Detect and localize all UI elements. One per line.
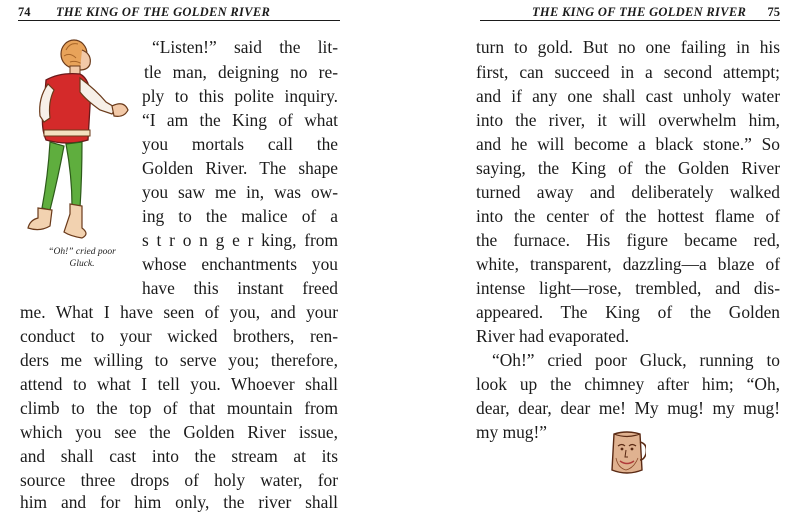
text-line: appeared. The King of the Golden bbox=[476, 302, 780, 322]
text-line: turn to gold. But no one failing in his bbox=[476, 37, 780, 57]
text-line: conduct to your wicked brothers, ren- bbox=[20, 326, 338, 346]
text-line: into the center of the hottest flame of bbox=[476, 206, 780, 226]
caption-line-1: “Oh!” cried poor bbox=[48, 247, 116, 257]
text-line: climb to the top of that mountain from bbox=[20, 398, 338, 418]
text-line: ply to this polite inquiry. bbox=[142, 86, 338, 106]
text-line: you mortals call the bbox=[142, 134, 338, 154]
mug-face-illustration bbox=[608, 430, 646, 478]
text-line: s t r o n g e r king, from bbox=[142, 230, 338, 250]
text-line: have this instant freed bbox=[142, 278, 338, 298]
text-line: Golden River. The shape bbox=[142, 158, 338, 178]
text-line: tle man, deigning no re- bbox=[144, 62, 338, 82]
text-line: you saw me in, was ow- bbox=[142, 182, 338, 202]
text-line: him and for him only, the river shall bbox=[20, 492, 338, 512]
caption-line-2: Gluck. bbox=[69, 259, 95, 269]
text-line: ing to the malice of a bbox=[142, 206, 338, 226]
text-line: whose enchantments you bbox=[142, 254, 338, 274]
page-number-left: 74 bbox=[18, 5, 31, 19]
text-line: source three drops of holy water, for bbox=[20, 470, 338, 490]
right-page bbox=[462, 0, 800, 500]
gluck-figure-illustration bbox=[20, 36, 132, 248]
text-line: the furnace. His figure became red, bbox=[476, 230, 780, 250]
running-head-title-right: THE KING OF THE GOLDEN RIVER bbox=[532, 5, 747, 19]
text-line: look up the chimney after him; “Oh, bbox=[476, 374, 780, 394]
text-line: River had evaporated. bbox=[476, 326, 630, 346]
text-line: and he will become a black stone.” So bbox=[476, 134, 780, 154]
text-line: “Listen!” said the lit- bbox=[152, 37, 338, 57]
text-line: ders me willing to serve you; therefore, bbox=[20, 350, 338, 370]
text-line: me. What I have seen of you, and your bbox=[20, 302, 338, 322]
running-head-title-left: THE KING OF THE GOLDEN RIVER bbox=[56, 5, 271, 19]
text-line: “I am the King of what bbox=[142, 110, 338, 130]
text-line: intense light—rose, trembled, and dis- bbox=[476, 278, 780, 298]
text-line: which you see the Golden River issue, bbox=[20, 422, 338, 442]
text-line: saying, the King of the Golden River bbox=[476, 158, 780, 178]
text-line: my mug!” bbox=[476, 422, 547, 442]
text-line: and if any one shall cast unholy water bbox=[476, 86, 780, 106]
running-head-left bbox=[18, 2, 340, 21]
text-line: dear, dear, dear me! My mug! my mug! bbox=[476, 398, 780, 418]
text-line: “Oh!” cried poor Gluck, running to bbox=[492, 350, 780, 370]
text-line: turned away and deliberately walked bbox=[476, 182, 780, 202]
illustration-caption bbox=[26, 246, 138, 270]
text-line: into the river, it will overwhelm him, bbox=[476, 110, 780, 130]
text-line: and shall cast into the stream at its bbox=[20, 446, 338, 466]
text-line: white, transparent, dazzling—a blaze of bbox=[476, 254, 780, 274]
text-line: first, can succeed in a second attempt; bbox=[476, 62, 780, 82]
text-line: attend to what I tell you. Whoever shall bbox=[20, 374, 338, 394]
page-number-right: 75 bbox=[767, 5, 780, 19]
running-head-right bbox=[480, 2, 780, 21]
